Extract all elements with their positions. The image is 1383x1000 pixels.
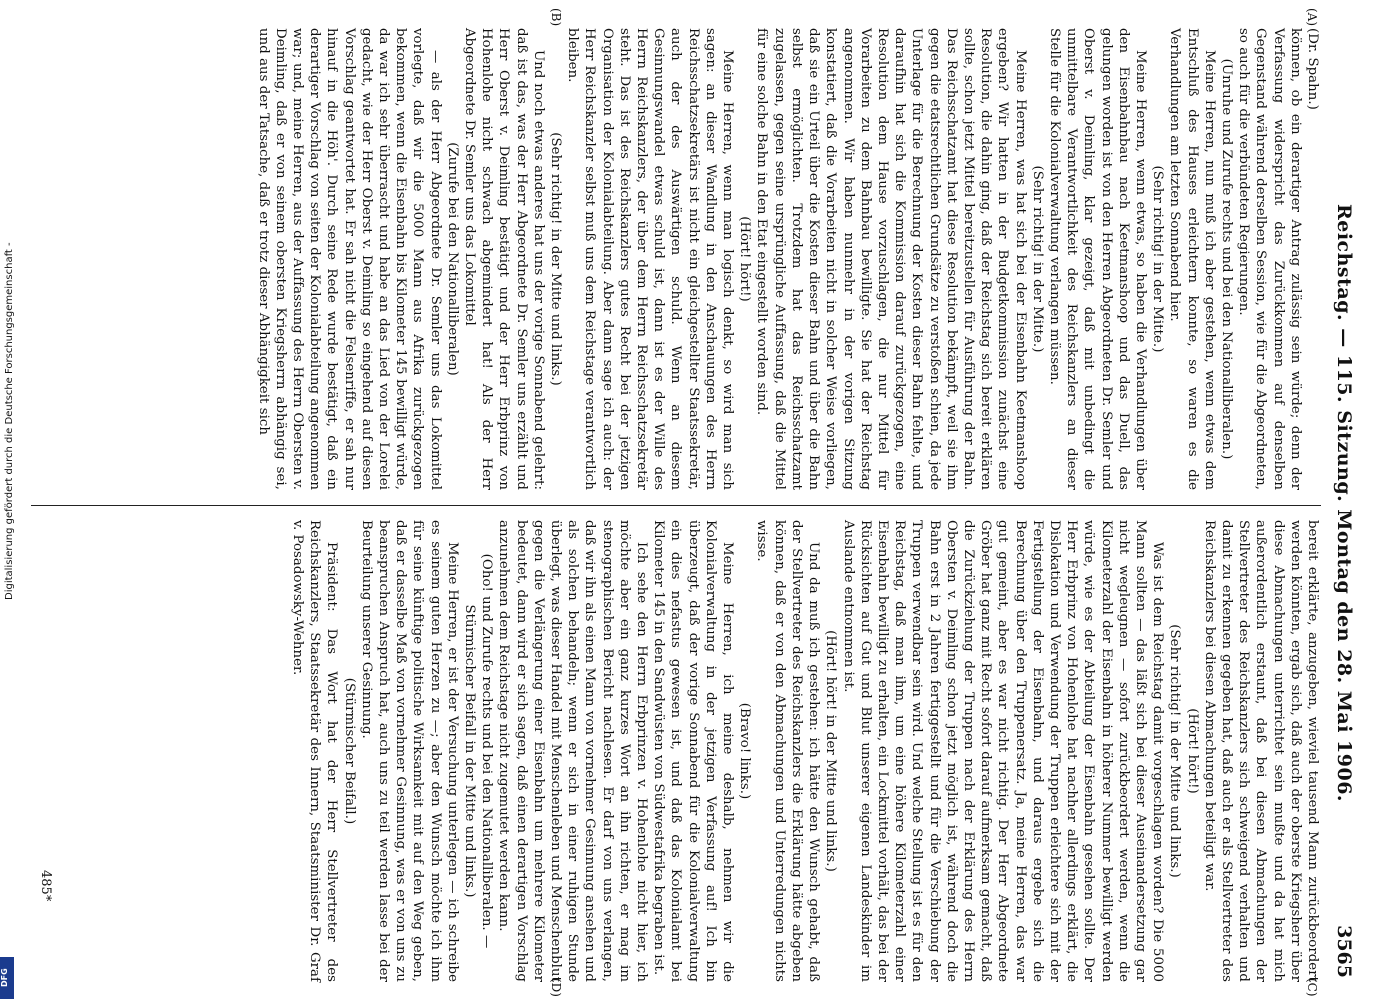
paragraph: — als der Herr Abgeordnete Dr. Semler uns das Lokomittel vorlegte, daß wir die 5000 Mann aus Afrika zurückgezogen bekommen, wenn die Eisenbahn bis Kilometer 145 bewilligt würde, da war ich sehr überrascht und habe an das Lied von der Lorelei gedacht, wie der Herr Oberst v. Deimling so eingehend auf diesen Vorschlag geantwortet hat. Er sah nicht die Felsenriffe, er sah nur hinauf in die Höh'. Durch seine Rede wurde bestätigt, daß ein derartiger Vorschlag von seiten der Kolonialabteilung angenommen war; und, meine Herren, aus der Auffassung des Herrn Obersten v. Deimling, daß er von seinem obersten Kriegsherrn abhängig sei, und aus der Tatsache, daß er trotz dieser Abhängigkeit sich — [255, 28, 443, 490]
paragraph: können, ob ein derartiger Antrag zulässig sein würde; denn der Verfassung widerspricht das Zurückkommen auf denselben Gegenstand während derselben Session, wie für die Abgeordneten, so auch für die verbündeten Regierungen. — [1236, 28, 1303, 490]
paragraph: Was ist dem Reichstag damit vorgeschlagen worden? Die 5000 Mann sollten — das läßt sich bei dieser Auseinandersetzung gar nicht wegleugnen — sofort zurückbeordert werden, wenn die Kilometerzahl der Eisenbahn in höherer Nummer bewilligt werden würde, wie es der Abteilung der Eisenbahn gesehen sollte. Der Herr Erbprinz von Hohenlohe hat nachher allerdings erklärt, die Dislokation und Verwendung der Truppen erleichtere sich mit der Fertigstellung der Eisenbahn, und daraus ergebe sich die Berechnung über den Truppenersatz. Ja, meine Herren, das war gut gemeint, aber es war nicht richtig. Der Herr Abgeordnete Gröber hat ganz mit Recht sofort darauf aufmerksam gemacht, daß die Zurückziehung der Truppen nach der Erklärung des Herrn Obersten v. Deimling schon jetzt möglich ist, während doch die Bahn erst in 2 Jahren fertiggestellt und für die Verschiebung der Truppen verwendbar sein wird. Und welche Stellung ist es für den Reichstag, daß man ihm, um eine höhere Kilometerzahl einer Eisenbahn bewilligt zu erhalten, ein Lockmittel vorhält, das bei der Rücksichten auf Gut und Blut unserer eigenen Landeskinder im Auslande entnommen ist. — [840, 520, 1166, 982]
signature-mark: 485* — [38, 870, 53, 902]
paragraph: (Hört! hört! in der Mitte und links.) — [823, 630, 839, 872]
digitization-credit: Digitalisierung gefördert durch die Deutsche Forschungsgemeinschaft - — [4, 242, 15, 600]
paragraph: Meine Herren, nun muß ich aber gestehen, wenn etwas dem Entschluß des Hauses erleichtern konnte, so waren es die Verhandlungen am letzten Sonnabend hier. — [1167, 28, 1217, 490]
running-header — [1325, 28, 1355, 978]
paragraph: (Stürmischer Beifall.) — [341, 677, 357, 825]
paragraph: (Sehr richtig! in der Mitte.) — [1150, 165, 1166, 353]
page-number: 3565 — [1333, 925, 1355, 978]
paragraph: bereit erklärte, anzugeben, wieviel tausend Mann zurückbeordert werden könnten, ergab sich, daß auch der oberste Kriegsherr über diese Abmachungen unterrichtet sein mußte und da hat mich außerordentlich erstaunt, daß bei diesen Abmachungen der Stellvertreter des Reichskanzlers sich schweigend verhalten und damit zu erkennen gegeben hat, daß auch er als Stellvertreter des Reichskanzlers bei diesen Abmachungen beteiligt war. — [1201, 520, 1320, 982]
paragraph: Und noch etwas anderes hat uns der vorige Sonnabend gelehrt: daß ist das, was der Herr Abgeordnete Dr. Semler uns erzählt und Herr Oberst v. Deimling bestätigt und der Herr Erbprinz von Hohenlohe nicht schwach abgemindert hat! Als der Herr Abgeordnete Dr. Semler uns das Lokomittel — [462, 28, 546, 490]
margin-letter-b: (B) — [549, 8, 563, 27]
paragraph: Meine Herren, was hat sich bei der Eisenbahn Keetmanshoop ergeben? Wir hatten in der Budgetkommission zunächst eine Resolution, die dahin ging, daß der Reichstag sich bereit erklären sollte, schon jetzt Mittel bereitzustellen für Ausführung der Bahn. Das Reichsschatzamt hat diese Resolution bekämpft, weil sie ihm gegen die etatsrechtlichen Grundsätze zu verstoßen schien, da jede Unterlage für die Berechnung der Kosten dieser Bahn fehlte, und daraufhin hat sich die Kommission darauf zurückgezogen, eine Resolution dem Hause vorzuschlagen, die nur Mittel für Vorarbeiten zu dem Bahnbau bewilligte. Sie hat der Reichstag angenommen. Wir haben nunmehr in der vorigen Sitzung konstatiert, daß die Vorarbeiten nicht in solcher Weise vorliegen, daß sie ein Urteil über die Kosten dieser Bahn und über die Bahn selbst ermöglichten. Trotzdem hat das Reichsschatzamt zugelassen, gegen seine ursprüngliche Auffassung, daß die Mittel für eine solche Bahn in den Etat eingestellt worden sind. — [754, 28, 1028, 490]
paragraph: (Hört! hört!) — [737, 216, 753, 302]
paragraph: (Oho! und Zurufe rechts und bei den Nationalliberalen. — Stürmischer Beifall in der Mitte und links.) — [462, 553, 495, 949]
left-text-column — [254, 28, 1321, 490]
margin-letter-a: (A) — [1305, 8, 1319, 27]
paragraph: (Sehr richtig! in der Mitte und links.) — [548, 132, 564, 386]
margin-letter-c: (C) — [1305, 978, 1319, 997]
running-title: Reichstag. — 115. Sitzung. Montag den 28. Mai 1906. — [1333, 203, 1355, 803]
paragraph: (Zurufe bei den Nationalliberalen) — [444, 142, 460, 376]
column-divider — [31, 505, 1321, 506]
right-text-column — [289, 520, 1321, 982]
paragraph: (Hört! hört!) — [1184, 708, 1200, 794]
paragraph: Meine Herren, er ist der Versuchung unterlegen — ich schreibe es seinem guten Herzen zu —; aber den Wunsch möchte ich ihm für seine künftige politische Wirksamkeit mit auf den Weg geben, daß er dasselbe Maß von vornehmer Gesinnung, was er von uns zu beanspruchen Anspruch hat, auch uns zu teil werden lasse bei der Beurteilung unserer Gesinnung. — [358, 520, 460, 982]
paragraph: Präsident: Das Wort hat der Herr Stellvertreter des Reichskanzlers, Staatssekretär des Innern, Staatsminister Dr. Graf v. Posadowsky-Wehner. — [290, 520, 340, 982]
paragraph: Meine Herren, ich meine deshalb, nehmen wir die Kolonialverwaltung in der jetzigen Verfassung auf! Ich bin überzeugt, daß der vorige Sonnabend für die Kolonialverwaltung ein dies nefastus gewesen ist, und daß das Kolonialamt bei Kilometer 145 in den Sandwüsten von Südwestafrika begraben ist. — [651, 520, 736, 982]
paragraph: (Bravo! links.) — [737, 702, 753, 800]
paragraph: Meine Herren, wenn man logisch denkt, so wird man sich sagen: an dieser Wandlung in den Anschauungen des Herrn Reichsschatzsekretärs ist nicht ein gleichgestellter Staatssekretär, auch der des Auswärtigen schuld. Wenn an diesem Gesinnungswandel etwas schuld ist, dann ist es der Wille des Herrn Reichskanzlers, der über dem Herrn Reichsschatzsekretär steht. Das ist des Reichskanzlers gutes Recht bei der jetzigen Organisation der Kolonialabteilung. Aber dann sage ich auch: der Herr Reichskanzler selbst muß uns dem Reichstage verantwortlich bleiben. — [565, 28, 736, 490]
paragraph: (Sehr richtig! in der Mitte und links.) — [1167, 624, 1183, 878]
paragraph: (Sehr richtig! in der Mitte.) — [1029, 165, 1045, 353]
dfg-logo: DFG — [0, 957, 14, 999]
paragraph: Ich sehe den Herrn Erbprinzen v. Hohenlohe nicht hier, ich möchte aber ein ganz kurzes Wort an ihn richten, er mag im stenographischen Bericht nachlesen. Er darf von uns verlangen, daß wir ihn als einen Mann von vornehmer Gesinnung ansehen und als solchen behandeln; wenn er sich in einer ruhigen Stunde überlegt, was dieser Handel mit Menschenleben und Menschenblut gegen die Verlängerung einer Eisenbahn um mehrere Kilometer bedeutet, dann wird er sich sagen, daß einen derartigen Vorschlag anzunehmen dem Reichstage nicht zugemutet werden kann. — [496, 520, 650, 982]
paragraph: (Dr. Spahn.) — [1305, 28, 1320, 110]
paragraph: (Unruhe und Zurufe rechts und bei den Nationalliberalen.) — [1218, 58, 1234, 460]
paragraph: Meine Herren, wenn etwas, so haben die Verhandlungen über den Eisenbahnbau nach Keetmanshoop und das Duell, das gelungen worden ist von den Herren Abgeordneten Dr. Semler und Oberst v. Deimling, klar gezeigt, daß mit unbedingt die unmittelbare Verantwortlichkeit des Reichskanzlers an dieser Stelle für die Kolonialverwaltung verlangen müssen. — [1046, 28, 1148, 490]
paragraph: Und da muß ich gestehen: ich hätte den Wunsch gehabt, daß der Stellvertreter des Reichskanzlers die Erklärung hätte abgeben können, daß er von den Abmachungen und Unterredungen nichts wisse. — [754, 520, 822, 982]
margin-letter-d: (D) — [549, 978, 563, 997]
